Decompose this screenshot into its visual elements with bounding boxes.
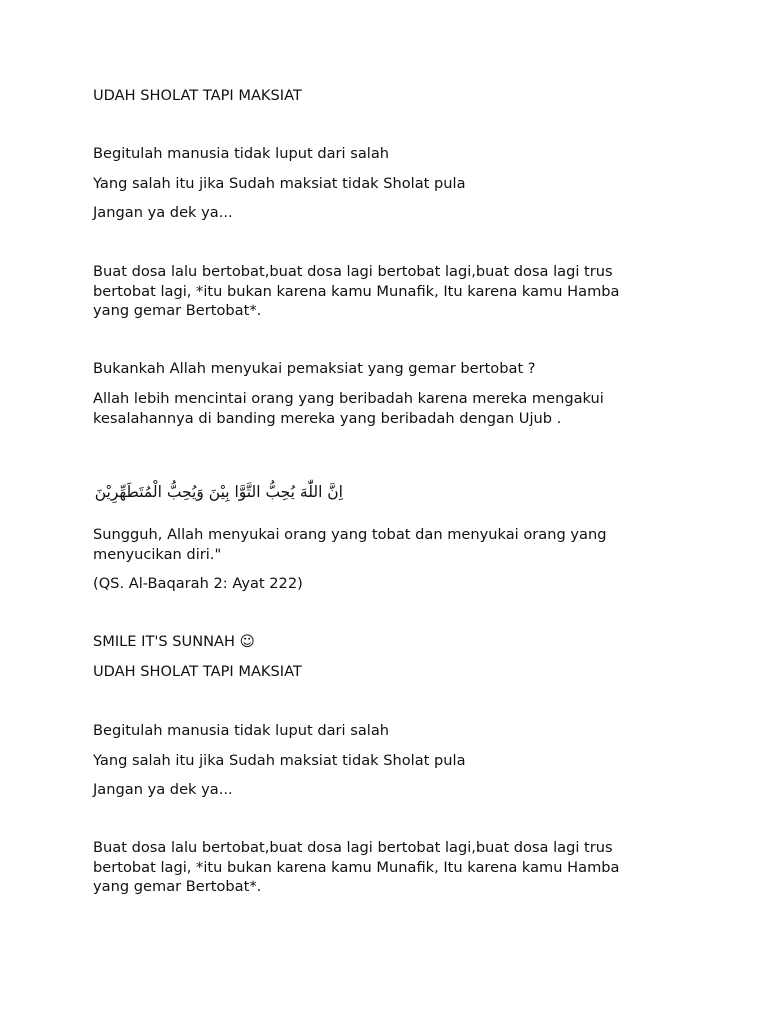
paragraph-line: Begitulah manusia tidak luput dari salah xyxy=(93,145,390,162)
paragraph-line: Jangan ya dek ya... xyxy=(93,781,233,798)
document-title: UDAH SHOLAT TAPI MAKSIAT xyxy=(93,663,302,680)
paragraph-line: Begitulah manusia tidak luput dari salah xyxy=(93,722,390,739)
paragraph-line: kesalahannya di banding mereka yang beribadah dengan Ujub . xyxy=(93,410,562,427)
paragraph-line: yang gemar Bertobat*. xyxy=(93,878,262,895)
citation: (QS. Al-Baqarah 2: Ayat 222) xyxy=(93,575,303,592)
paragraph-line: bertobat lagi, *itu bukan karena kamu Munafik, Itu karena kamu Hamba xyxy=(93,859,620,876)
paragraph-line: Allah lebih mencintai orang yang beribadah karena mereka mengakui xyxy=(93,390,604,407)
paragraph-line: SMILE IT'S SUNNAH ☺ xyxy=(93,633,255,650)
paragraph-line: Jangan ya dek ya... xyxy=(93,204,233,221)
paragraph-line: Sungguh, Allah menyukai orang yang tobat dan menyukai orang yang xyxy=(93,526,607,543)
paragraph-line: yang gemar Bertobat*. xyxy=(93,302,262,319)
document-title: UDAH SHOLAT TAPI MAKSIAT xyxy=(93,87,302,104)
paragraph-line: bertobat lagi, *itu bukan karena kamu Munafik, Itu karena kamu Hamba xyxy=(93,283,620,300)
paragraph-line: Yang salah itu jika Sudah maksiat tidak Sholat pula xyxy=(93,175,466,192)
arabic-verse: اِنَّ اللّٰهَ يُحِبُّ التَّوَّا بِيْنَ وَيُحِبُّ الْمُتَطَهِّرِيْنَ xyxy=(94,482,343,501)
paragraph-line: Yang salah itu jika Sudah maksiat tidak Sholat pula xyxy=(93,752,466,769)
paragraph-line: Buat dosa lalu bertobat,buat dosa lagi bertobat lagi,buat dosa lagi trus xyxy=(93,839,613,856)
paragraph-line: Buat dosa lalu bertobat,buat dosa lagi bertobat lagi,buat dosa lagi trus xyxy=(93,263,613,280)
paragraph-line: Bukankah Allah menyukai pemaksiat yang gemar bertobat ? xyxy=(93,360,536,377)
paragraph-line: menyucikan diri." xyxy=(93,546,222,563)
